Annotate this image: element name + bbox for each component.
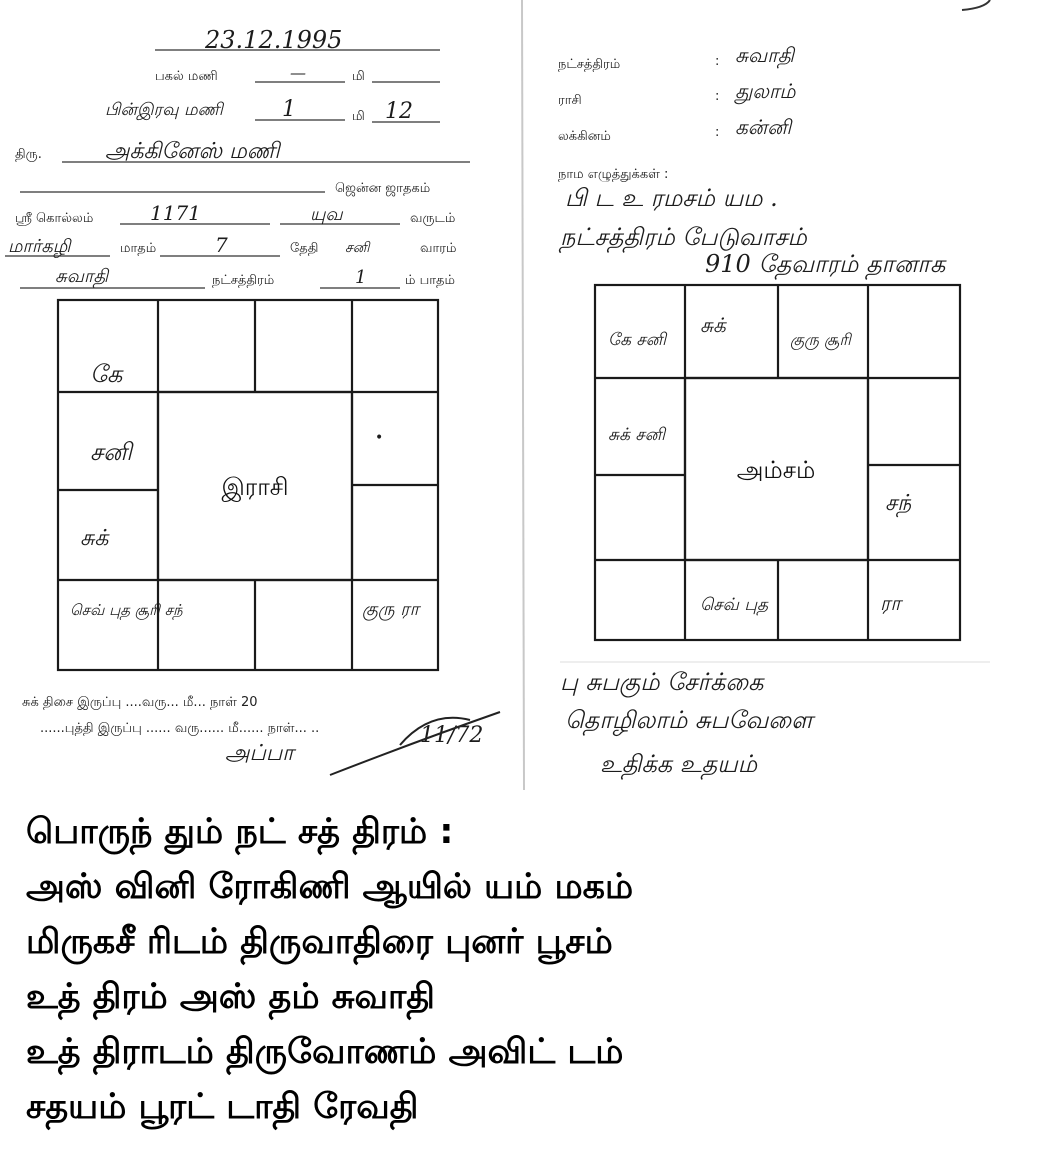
amsam-center-label: அம்சம் bbox=[736, 456, 816, 484]
amsam-cell-r4c2: செவ் புத bbox=[700, 595, 769, 615]
min-label-2: மி bbox=[352, 109, 365, 124]
child-prefix: திரு. bbox=[15, 147, 42, 162]
right-lagna-value: கன்னி bbox=[735, 115, 792, 139]
left-form-footer bbox=[22, 695, 500, 775]
child-name: அக்கினேஸ் மணி bbox=[105, 139, 280, 164]
right-rasi-value: துலாம் bbox=[735, 79, 796, 103]
caption-line-2: அஸ் வினி ரோகிணி ஆயில் யம் மகம் bbox=[26, 867, 634, 907]
corner-mark bbox=[962, 0, 990, 10]
kollam-year: 1171 bbox=[150, 201, 201, 225]
left-form-header bbox=[5, 26, 470, 288]
right-footer-1: பு சுபகும் சேர்க்கை bbox=[560, 668, 764, 696]
weekday-label: வாரம் bbox=[420, 241, 457, 256]
right-lagna-label: லக்கினம் bbox=[558, 129, 611, 144]
rasi-cell-r4c1: செவ் புத சூரி சந் bbox=[70, 601, 183, 619]
caption-line-5: உத் திராடம் திருவோணம் அவிட் டம் bbox=[26, 1032, 624, 1072]
min-label-1: மி bbox=[352, 69, 365, 84]
caption-line-6: சதயம் பூரட் டாதி ரேவதி bbox=[26, 1087, 419, 1127]
kollam-label: ஸ்ரீ கொல்லம் bbox=[15, 211, 94, 226]
bhukti-line: ......புத்தி இருப்பு ...... வரு...... மீ...... நாள்... .. bbox=[40, 721, 320, 736]
horoscope-label: ஜென்ன ஜாதகம் bbox=[335, 181, 431, 196]
amsam-cell-r1c2: சுக் bbox=[700, 313, 726, 337]
pada-value: 1 bbox=[355, 267, 367, 288]
signature-date: 11/72 bbox=[420, 723, 484, 748]
amsam-cell-r3c4: சந் bbox=[885, 491, 912, 516]
rasi-cell-r2c4: • bbox=[375, 430, 384, 446]
birth-date: 23.12.1995 bbox=[205, 26, 343, 54]
amsam-chart bbox=[595, 285, 960, 640]
name-letters-label: நாம எழுத்துக்கள் : bbox=[558, 167, 669, 182]
date-label: தேதி bbox=[290, 241, 319, 256]
page-crease bbox=[522, 0, 524, 790]
rasi-center-label: இராசி bbox=[221, 473, 289, 501]
right-form-footer bbox=[560, 662, 990, 780]
day-time-value: — bbox=[290, 63, 306, 82]
right-footer-2: தொழிலாம் சுபவேளை bbox=[565, 706, 813, 734]
svg-text::: : bbox=[715, 54, 720, 69]
weekday-value: சனி bbox=[345, 240, 370, 256]
caption-line-3: மிருகசீ ரிடம் திருவாதிரை புனர் பூசம் bbox=[26, 922, 613, 962]
right-note-3: 910 தேவாரம் தானாக bbox=[705, 250, 946, 278]
rasi-cell-r1c1: கே bbox=[90, 360, 123, 388]
rasi-cell-r2c1: சனி bbox=[90, 438, 132, 466]
year-name: யுவ bbox=[310, 204, 343, 225]
right-star-label: நட்சத்திரம் bbox=[558, 57, 621, 72]
caption-line-4: உத் திரம் அஸ் தம் சுவாதி bbox=[26, 977, 435, 1017]
right-form-header bbox=[558, 43, 947, 280]
rasi-cell-r3c1: சுக் bbox=[80, 526, 109, 551]
year-label: வருடம் bbox=[410, 211, 456, 226]
matching-stars-caption bbox=[26, 805, 1026, 1135]
date-value: 7 bbox=[215, 233, 228, 257]
caption-heading: பொருந் தும் நட் சத் திரம் : bbox=[26, 812, 454, 852]
amsam-cell-r4c4: ரா bbox=[880, 591, 901, 615]
right-note-2: நட்சத்திரம் பேடுவாசம் bbox=[560, 223, 807, 251]
right-star-value: சுவாதி bbox=[735, 43, 795, 67]
rasi-chart bbox=[58, 300, 438, 670]
month-label: மாதம் bbox=[120, 241, 157, 256]
right-note-1: பி ட உ ரமசம் யம . bbox=[565, 184, 778, 212]
right-footer-3: உதிக்க உதயம் bbox=[600, 750, 758, 778]
birth-star-label: நட்சத்திரம் bbox=[212, 273, 275, 288]
amsam-cell-r2c1: சுக் சனி bbox=[608, 425, 666, 445]
svg-text::: : bbox=[715, 125, 720, 140]
day-time-label: பகல் மணி bbox=[155, 69, 218, 84]
night-time-label: பின்இரவு மணி bbox=[105, 100, 223, 120]
pada-label: ம் பாதம் bbox=[405, 273, 455, 288]
dasa-line: சுக் திசை இருப்பு ....வரு... மீ... நாள் 20 bbox=[22, 695, 258, 710]
svg-text::: : bbox=[715, 89, 720, 104]
amsam-cell-r1c3: குரு சூரி bbox=[790, 330, 851, 349]
birth-star-value: சுவாதி bbox=[55, 266, 109, 287]
night-hour: 1 bbox=[282, 97, 296, 122]
signature: அப்பா bbox=[225, 741, 294, 766]
night-min: 12 bbox=[385, 99, 413, 124]
rasi-cell-r4c4: குரு ரா bbox=[362, 599, 419, 620]
amsam-cell-r1c1: கே சனி bbox=[608, 330, 667, 350]
month-value: மார்கழி bbox=[8, 236, 71, 257]
right-rasi-label: ராசி bbox=[558, 93, 582, 108]
